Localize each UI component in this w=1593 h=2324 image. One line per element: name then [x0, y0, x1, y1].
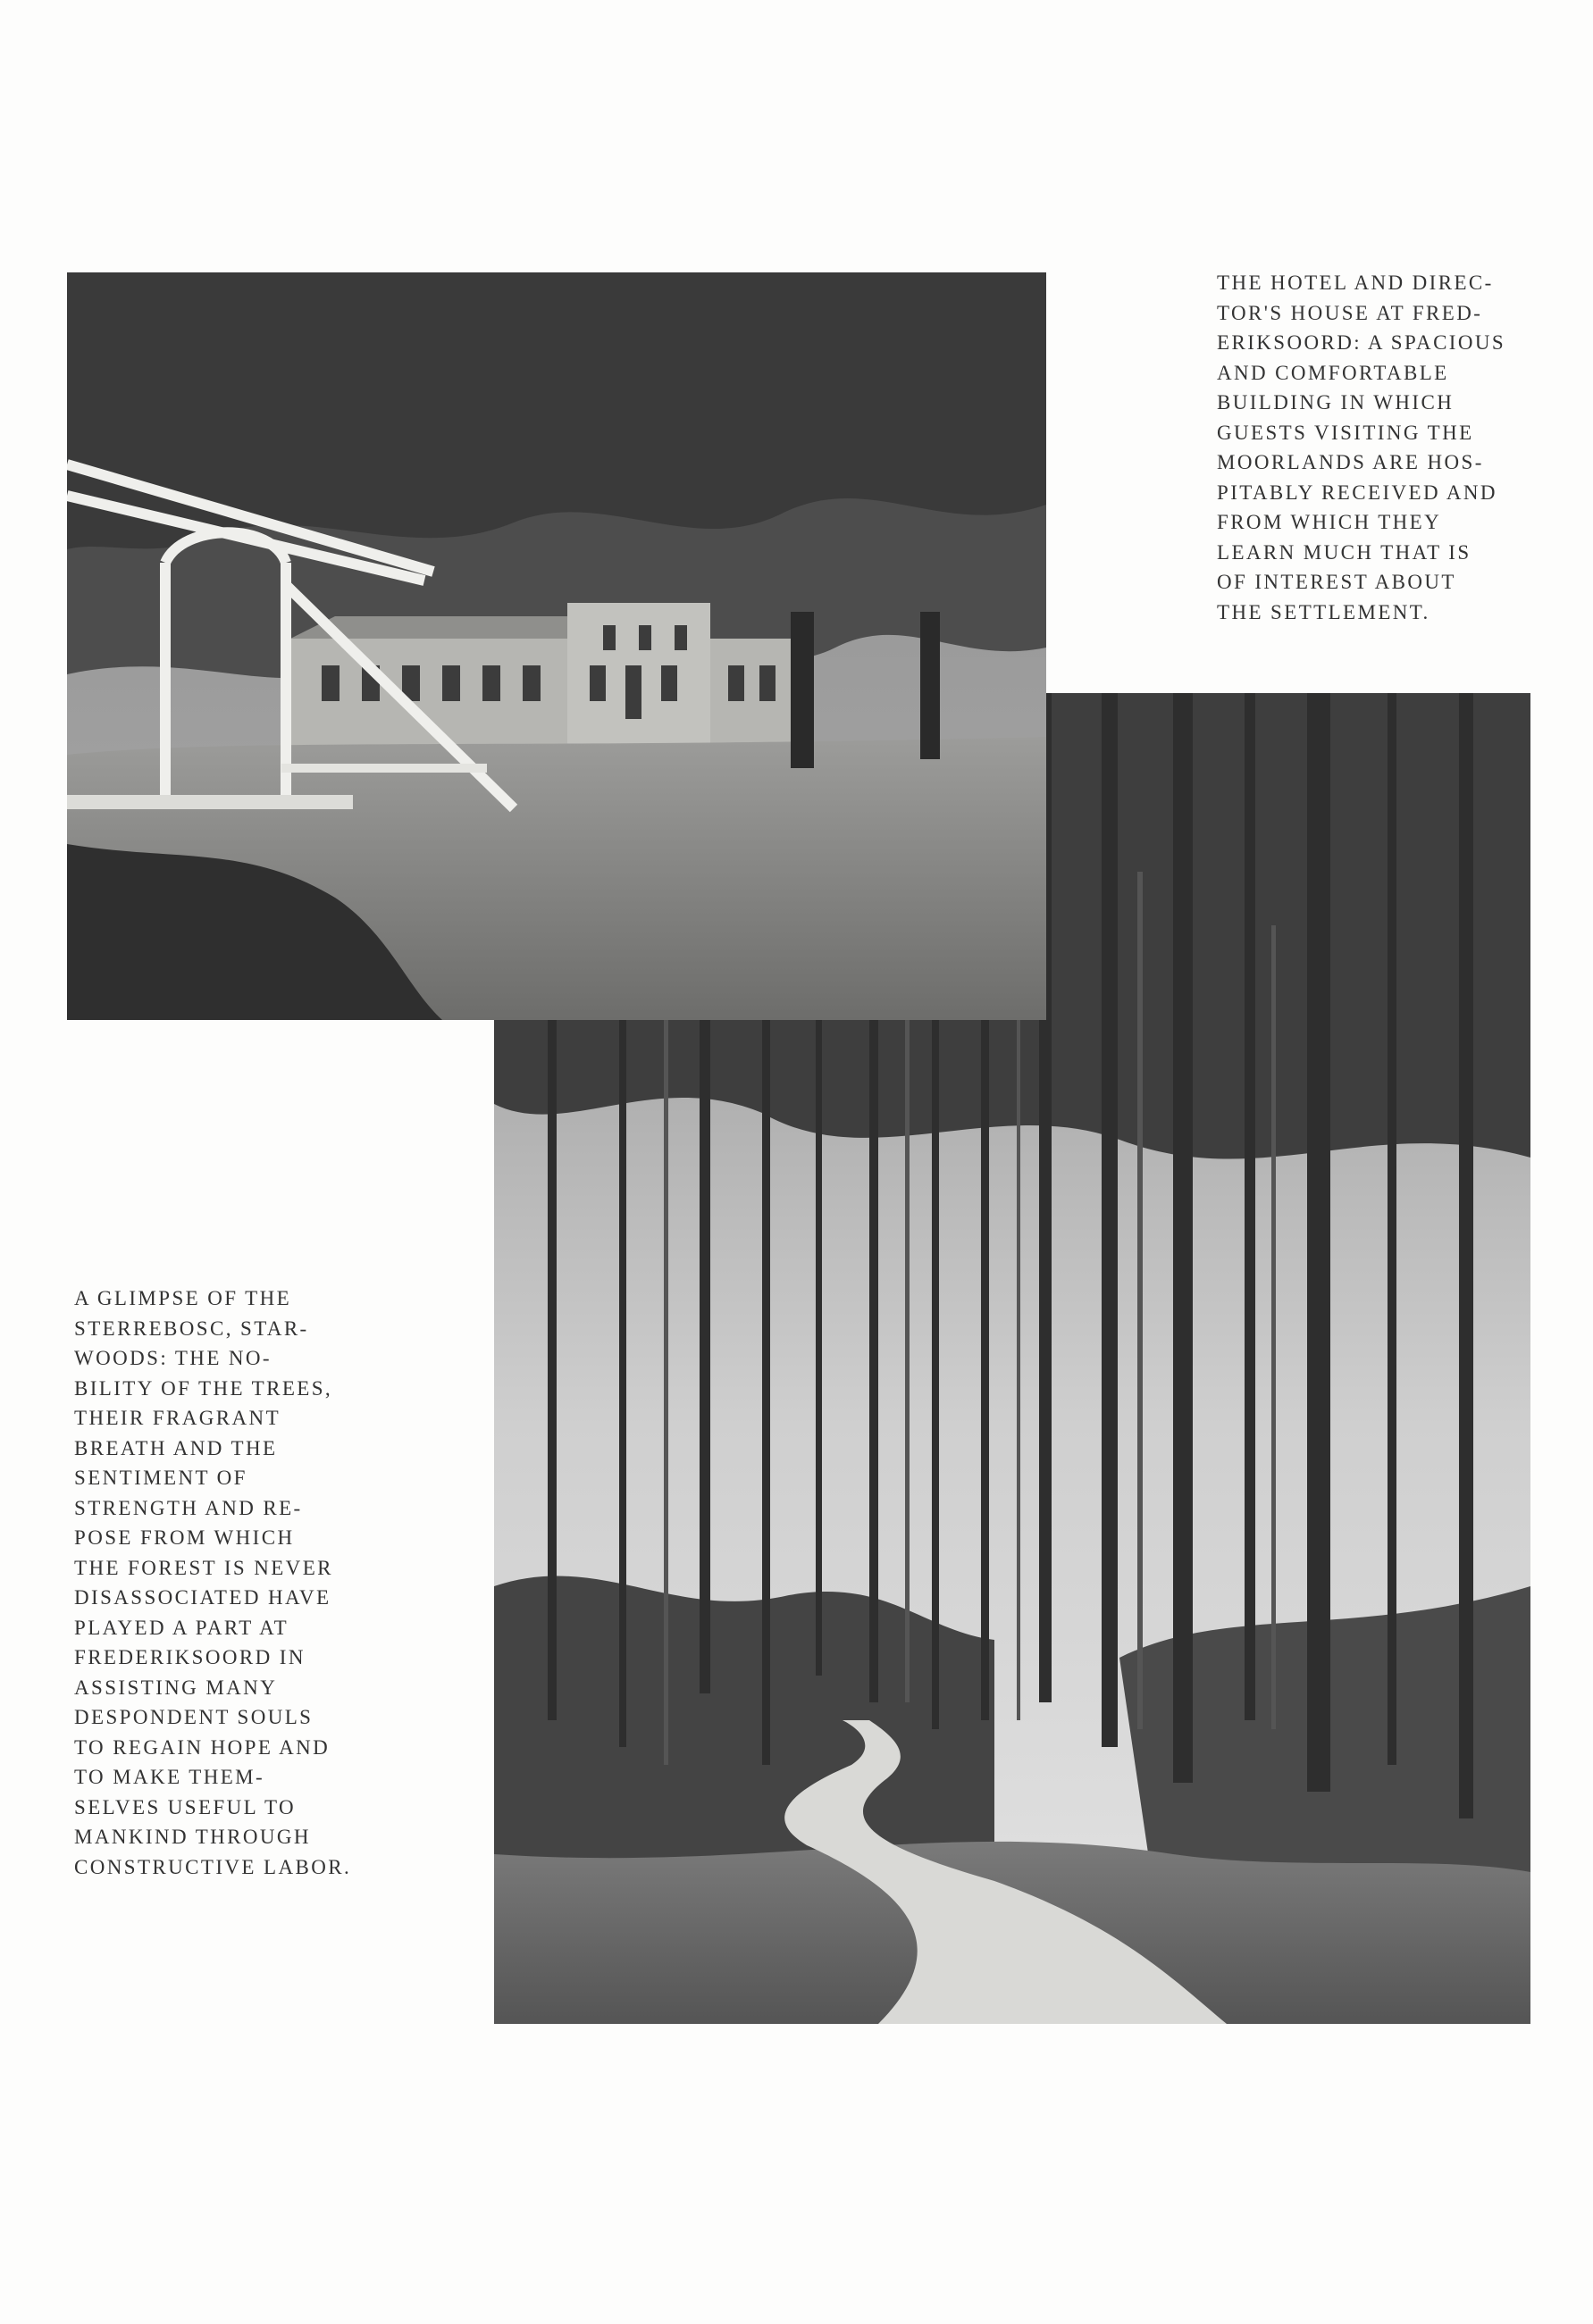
caption-hotel: THE HOTEL AND DIREC- TOR'S HOUSE AT FRED- ERIKSOORD: A SPACIOUS AND COMFORTABLE BUILDING IN WHICH GUESTS VISITING THE MOORLANDS ARE HOS- PITABLY RECEIVED AND FROM WHICH THEY LEARN MUCH THAT IS OF INTEREST ABOUT THE SETTLEMENT.: [1217, 272, 1506, 623]
hotel-drawbridge-image: [67, 272, 1046, 1020]
caption-forest: A GLIMPSE OF THE STERREBOSC, STAR- WOODS: THE NO- BILITY OF THE TREES, THEIR FRAGRANT BREATH AND THE SENTIMENT OF STRENGTH AND RE- POSE FROM WHICH THE FOREST IS NEVER DISASSOCIATED HAVE PLAYED A PART AT FREDERIKSOORD IN ASSISTING MANY DESPONDENT SOULS TO REGAIN HOPE AND TO MAKE THEM- SELVES USEFUL TO MANKIND THROUGH CONSTRUCTIVE LABOR.: [74, 1287, 352, 1878]
photograph-hotel-drawbridge-icon: [67, 272, 1046, 1020]
